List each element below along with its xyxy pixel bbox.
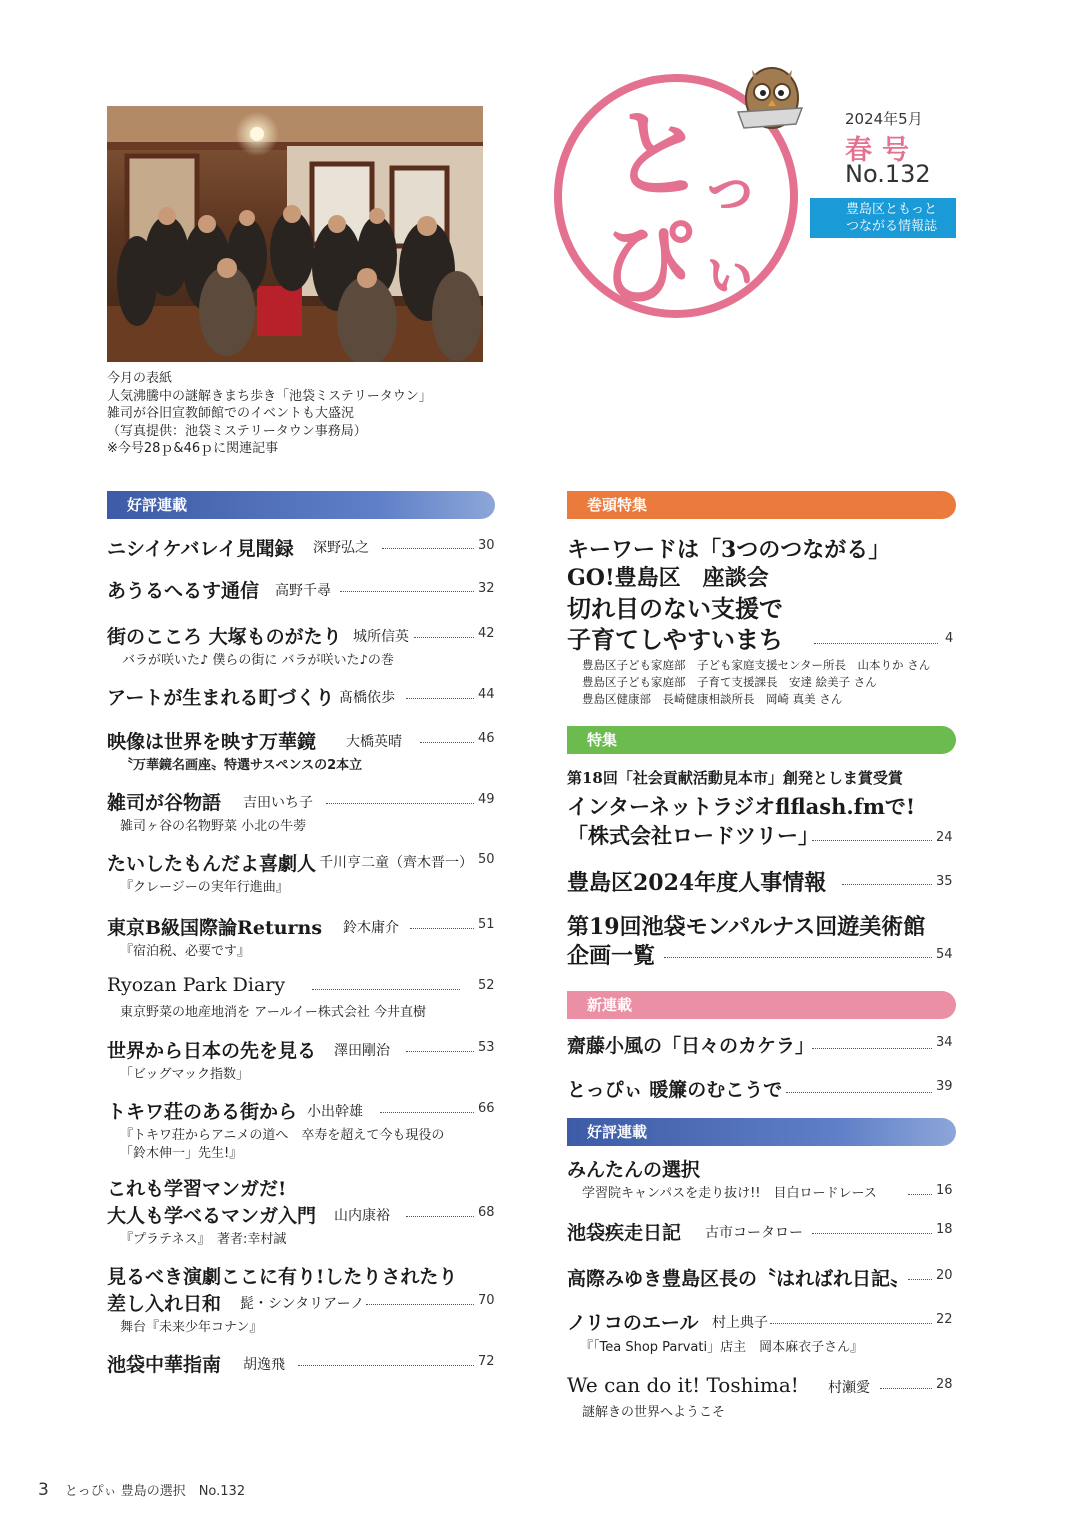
toc-title[interactable]: 高際みゆき豊島区長の〝はればれ日記〟 [567,1268,910,1290]
toc-subtitle: 『「Tea Shop Parvati」店主 岡本麻衣子さん』 [580,1340,864,1355]
toc-leader [366,1304,474,1305]
section-header-serial: 好評連載 [107,491,495,519]
toc-subtitle: バラが咲いた♪ 僕らの街に バラが咲いた♪の巻 [122,653,394,668]
cover-caption-line: 今月の表紙 [107,371,173,386]
cover-caption-line: 雑司が谷旧宣教師館でのイベントも大盛況 [107,406,355,421]
footer-text: とっぴぃ 豊島の選択 No.132 [64,1484,246,1499]
toc-leader [410,928,474,929]
svg-text:と: と [610,99,706,211]
toc-leader [326,803,474,804]
svg-text:っ: っ [700,153,760,223]
svg-text:ぃ: ぃ [700,235,760,305]
toc-page: 68 [478,1205,495,1220]
toc-author: 高野千尋 [275,583,331,599]
toc-subtitle: 東京野菜の地産地消を アールイー株式会社 今井直樹 [120,1005,426,1020]
special-art-title[interactable]: 企画一覧 [567,943,656,969]
toc-page: 30 [478,538,495,553]
toc-leader [382,548,474,549]
toc-page: 42 [478,626,495,641]
issue-season: 春号 [845,135,919,166]
toc-page: 22 [936,1312,953,1327]
section-header-new-series: 新連載 [567,991,956,1019]
toc-title[interactable]: 雑司が谷物語 [107,792,222,814]
toc-title[interactable]: 池袋中華指南 [107,1354,222,1376]
toc-leader [814,643,938,644]
feature-person: 豊島区健康部 長崎健康相談所長 岡崎 真美 さん [582,692,843,706]
feature-person: 豊島区子ども家庭部 子ども家庭支援センター所長 山本りか さん [582,658,931,672]
issue-number: No.132 [845,160,931,188]
toc-subtitle: 雑司ヶ谷の名物野菜 小北の牛蒡 [120,819,307,834]
special-kicker: 第18回「社会貢献活動見本市」創発としま賞受賞 [567,769,903,787]
toc-page: 46 [478,731,495,746]
toc-author: 大橋英晴 [346,734,402,750]
toc-author: 澤田剛治 [334,1043,390,1059]
toc-title[interactable]: ニシイケバレイ見聞録 [107,538,294,560]
toc-title[interactable]: あうるへるす通信 [107,580,260,602]
toc-title[interactable]: Ryozan Park Diary [107,974,286,996]
toc-title[interactable]: 街のこころ 大塚ものがたり [107,626,342,648]
feature-title-line[interactable]: キーワードは「3つのつながる」 [567,537,891,563]
cover-photo-image [107,106,483,362]
toc-page: 20 [936,1268,953,1283]
toc-page: 34 [936,1035,953,1050]
toc-author: 深野弘之 [313,540,369,556]
toc-page: 53 [478,1040,495,1055]
toc-leader [812,1048,932,1049]
special-radio-title[interactable]: 「株式会社ロードツリー」 [567,823,819,848]
toc-subtitle: 「鈴木伸一」先生!』 [120,1146,243,1161]
magazine-logo [540,58,812,320]
toc-author: 古市コータロー [705,1225,803,1241]
toc-author: 鈴木庸介 [343,920,399,936]
toc-page: 35 [936,874,953,889]
toc-page: 51 [478,917,495,932]
toc-page: 18 [936,1222,953,1237]
toc-subtitle: 『トキワ荘からアニメの道へ 卒寿を超えて今も現役の [120,1128,445,1143]
toc-title[interactable]: とっぴぃ 暖簾のむこうで [567,1079,783,1101]
feature-title-line[interactable]: GO!豊島区 座談会 [567,565,769,591]
toc-page: 32 [478,581,495,596]
toc-page: 4 [945,631,954,646]
toc-author: 胡逸飛 [243,1357,285,1373]
toc-leader [664,957,932,958]
cover-caption [107,370,432,458]
toc-leader [908,1279,932,1280]
toc-title[interactable]: トキワ荘のある街から [107,1101,298,1123]
toc-title[interactable]: みんたんの選択 [567,1159,701,1181]
toc-subtitle: 『クレージーの実年行進曲』 [120,880,289,895]
toc-leader [380,1112,474,1113]
feature-title-line[interactable]: 切れ目のない支援で [567,594,783,623]
toc-page: 50 [478,852,495,867]
svg-text:ぴ: ぴ [600,211,693,318]
toc-title[interactable]: 映像は世界を映す万華鏡 [107,731,317,753]
toc-subtitle: 「ビッグマック指数」 [120,1067,249,1082]
toc-title[interactable]: 見るべき演劇ここに有り!したりされたり [107,1266,458,1288]
toc-page: 66 [478,1101,495,1116]
toc-author: 小出幹雄 [307,1104,363,1120]
toc-page: 72 [478,1354,495,1369]
feature-title-line[interactable]: 子育てしやすいまち [567,625,783,654]
toc-page: 16 [936,1183,953,1198]
toc-page: 49 [478,792,495,807]
toc-author: 村瀬愛 [828,1380,870,1396]
tagline-line: つながる情報誌 [846,219,938,234]
toc-title[interactable]: 世界から日本の先を見る [107,1040,317,1062]
cover-caption-line: （写真提供：池袋ミステリータウン事務局） [107,423,367,439]
toc-title[interactable]: これも学習マンガだ! [107,1178,287,1200]
cover-caption-line: ※今号28ｐ&46ｐに関連記事 [107,441,279,456]
toc-page: 24 [936,830,953,845]
toc-title[interactable]: 東京B級国際論Returns [107,917,323,939]
toc-subtitle: 『プラテネス』 著者:幸村誠 [120,1232,287,1247]
page-footer [38,1480,245,1500]
section-header-serial: 好評連載 [567,1118,956,1146]
issue-date: 2024年5月 [845,110,923,128]
toc-author: 髭・シンタリアーノ [240,1296,365,1312]
toc-leader [786,1092,932,1093]
cover-photo [107,106,483,362]
toc-leader [842,884,932,885]
toc-author: 村上典子 [712,1315,768,1331]
toc-author: 城所信英 [353,629,409,645]
toc-title[interactable]: 差し入れ日和 [107,1293,222,1315]
toc-leader [812,840,932,841]
toc-leader [298,1365,474,1366]
toc-author: 吉田いち子 [243,795,313,811]
toc-leader [880,1388,932,1389]
toc-subtitle: 〝万華鏡名画座〟特選サスペンスの2本立 [120,758,363,773]
feature-person: 豊島区子ども家庭部 子育て支援課長 安達 絵美子 さん [582,675,877,689]
toc-page: 44 [478,687,495,702]
toc-page: 70 [478,1293,495,1308]
toc-leader [770,1323,932,1324]
toc-author: 千川亨二童（齊木晋一） [319,855,473,871]
toc-subtitle: 『宿泊税、必要です』 [120,944,251,959]
special-personnel-title[interactable]: 豊島区2024年度人事情報 [567,870,827,896]
toc-title[interactable]: 大人も学べるマンガ入門 [107,1205,317,1227]
toc-leader [908,1194,932,1195]
toc-page: 28 [936,1377,953,1392]
special-art-title[interactable]: 第19回池袋モンパルナス回遊美術館 [567,914,926,940]
toc-leader [414,637,474,638]
toc-leader [812,1233,932,1234]
special-radio-title[interactable]: インターネットラジオflflash.fmで! [567,794,916,819]
toc-subtitle: 舞台『未来少年コナン』 [120,1320,263,1335]
toc-title[interactable]: 齋藤小風の「日々のカケラ」 [567,1035,815,1057]
toc-author: 山内康裕 [334,1208,390,1224]
logo-graphic [540,58,812,320]
tagline-banner [810,198,956,238]
owl-mascot-icon [738,68,802,128]
toc-leader [406,698,474,699]
toc-title[interactable]: ノリコのエール [567,1312,699,1334]
toc-subtitle: 学習院キャンパスを走り抜け!! 目白ロードレース [582,1186,877,1201]
cover-caption-line: 人気沸騰中の謎解きまち歩き「池袋ミステリータウン」 [107,388,432,404]
toc-title[interactable]: たいしたもんだよ喜劇人 [107,853,317,875]
toc-leader [406,1051,474,1052]
toc-leader [312,989,460,990]
page-number: 3 [38,1480,49,1500]
toc-page: 39 [936,1079,953,1094]
toc-leader [340,591,474,592]
toc-page: 54 [936,947,953,962]
toc-leader [420,742,474,743]
toc-page: 52 [478,978,495,993]
tagline-line: 豊島区ともっと [846,202,938,217]
toc-leader [406,1216,474,1217]
toc-title[interactable]: アートが生まれる町づくり [107,687,335,709]
toc-title[interactable]: 池袋疾走日記 [567,1222,682,1244]
section-header-feature: 巻頭特集 [567,491,956,519]
toc-author: 髙橋依歩 [339,690,395,706]
toc-title[interactable]: We can do it! Toshima! [567,1373,799,1397]
section-header-special: 特集 [567,726,956,754]
toc-subtitle: 謎解きの世界へようこそ [582,1405,726,1420]
